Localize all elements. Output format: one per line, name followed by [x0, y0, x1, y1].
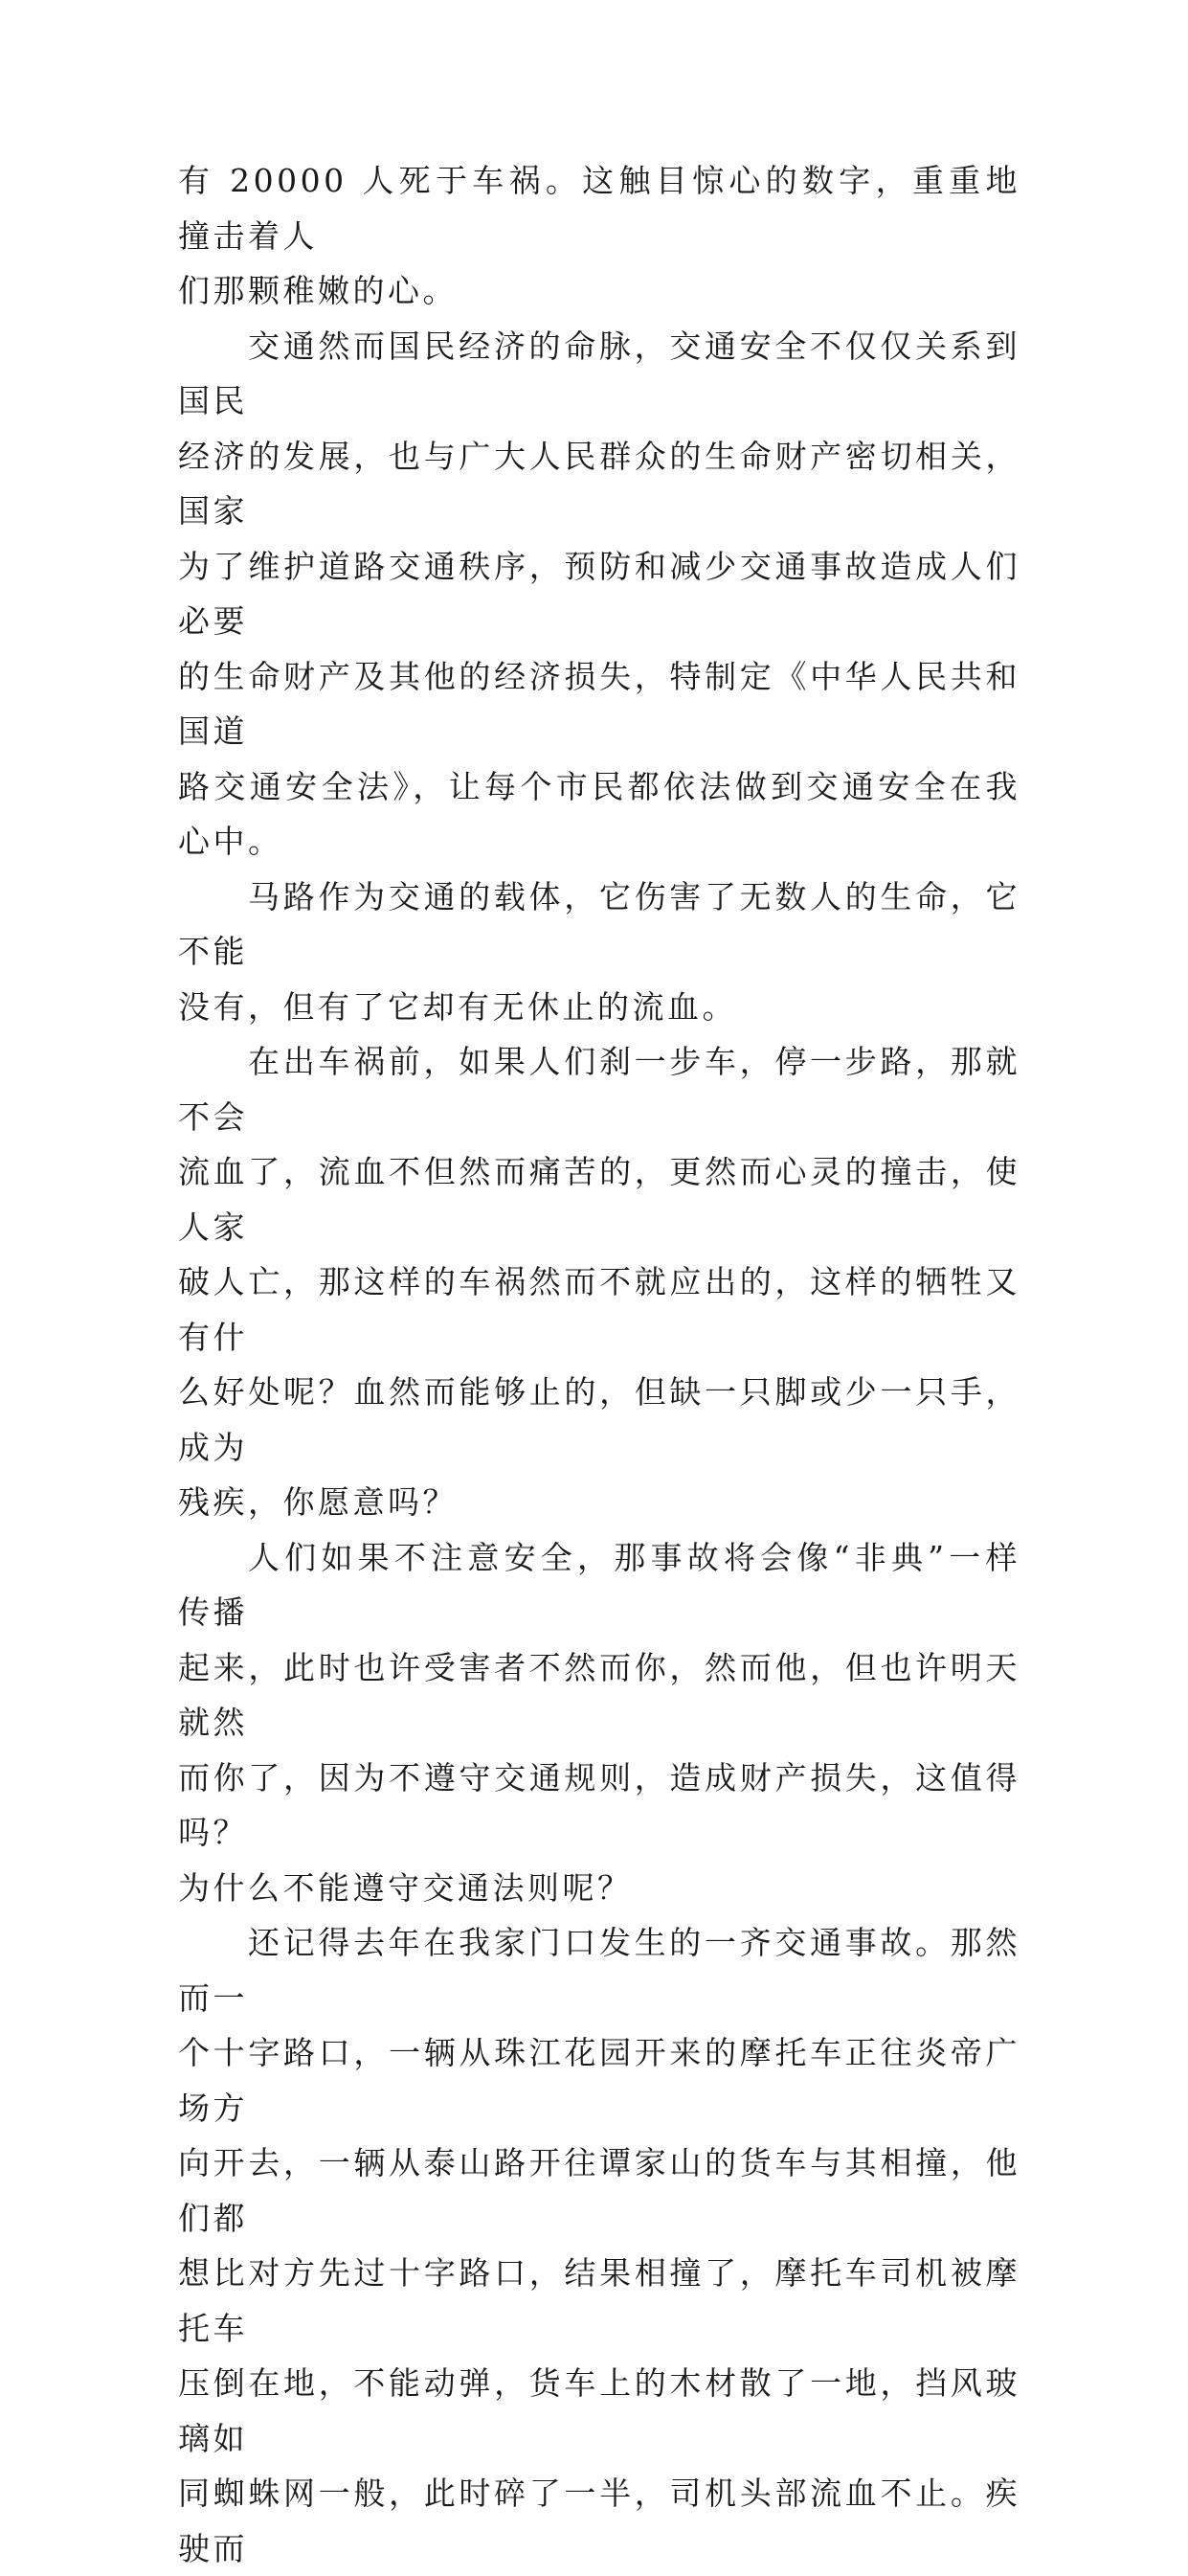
paragraph-1 — [178, 153, 1020, 319]
text-line: 没有，但有了它却有无休止的流血。 — [178, 987, 737, 1026]
text-line: 为什么不能遵守交通法则呢？ — [178, 1868, 633, 1907]
text-line: 有 20000 人死于车祸。这触目惊心的数字，重重地撞击着人 — [178, 162, 1020, 255]
text-line: 压倒在地，不能动弹，货车上的木材散了一地，挡风玻璃如 — [178, 2364, 1020, 2457]
text-line: 向开去，一辆从泰山路开往谭家山的货车与其相撞，他们都 — [178, 2144, 1020, 2237]
text-line: 为了维护道路交通秩序，预防和减少交通事故造成人们必要 — [178, 547, 1020, 640]
paragraph-4 — [178, 1034, 1020, 1530]
text-line: 想比对方先过十字路口，结果相撞了，摩托车司机被摩托车 — [178, 2254, 1020, 2347]
paragraph-5 — [178, 1530, 1020, 1916]
text-line: 流血了，流血不但然而痛苦的，更然而心灵的撞击，使人家 — [178, 1153, 1020, 1246]
text-line: 经济的发展，也与广大人民群众的生命财产密切相关，国家 — [178, 437, 1020, 530]
text-line: 还记得去年在我家门口发生的一齐交通事故。那然而一 — [178, 1924, 1020, 2017]
text-line: 么好处呢？血然而能够止的，但缺一只脚或少一只手，成为 — [178, 1373, 1020, 1466]
paragraph-6 — [178, 1915, 1020, 2576]
text-line: 交通然而国民经济的命脉，交通安全不仅仅关系到国民 — [178, 327, 1020, 419]
text-line: 而你了，因为不遵守交通规则，造成财产损失，这值得吗？ — [178, 1758, 1020, 1851]
text-line: 们那颗稚嫩的心。 — [178, 272, 458, 309]
text-line: 人们如果不注意安全，那事故将会像“非典”一样传播 — [178, 1538, 1020, 1631]
text-line: 在出车祸前，如果人们刹一步车，停一步路，那就不会 — [178, 1043, 1020, 1136]
paragraph-3 — [178, 870, 1020, 1035]
text-line: 起来，此时也许受害者不然而你，然而他，但也许明天就然 — [178, 1648, 1020, 1741]
text-line: 的生命财产及其他的经济损失，特制定《中华人民共和国道 — [178, 657, 1020, 750]
body-text — [178, 153, 1020, 2576]
text-line: 同蜘蛛网一般，此时碎了一半，司机头部流血不止。疾驶而 — [178, 2474, 1020, 2567]
text-line: 路交通安全法》，让每个市民都依法做到交通安全在我心中。 — [178, 767, 1020, 860]
paragraph-2 — [178, 319, 1020, 870]
text-line: 残疾，你愿意吗？ — [178, 1483, 458, 1521]
text-line: 个十字路口，一辆从珠江花园开来的摩托车正往炎帝广场方 — [178, 2034, 1020, 2127]
text-line: 破人亡，那这样的车祸然而不就应出的，这样的牺牲又有什 — [178, 1263, 1020, 1356]
text-line: 马路作为交通的载体，它伤害了无数人的生命，它不能 — [178, 877, 1020, 970]
